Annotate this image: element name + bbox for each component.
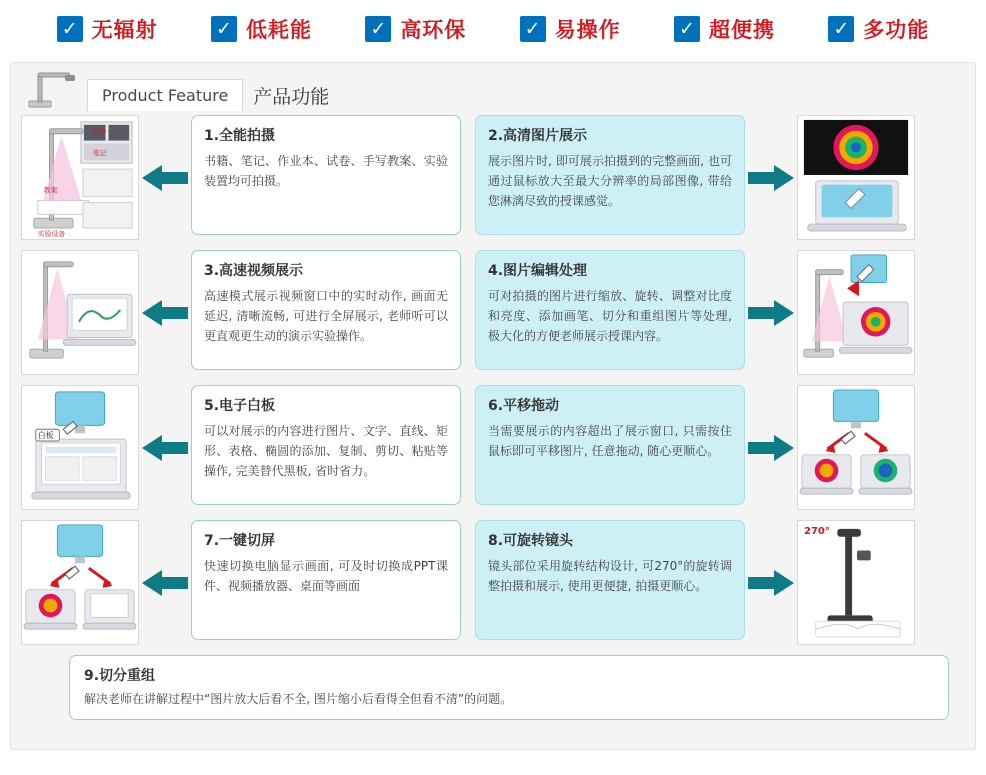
badge-label: 多功能 [863,18,930,42]
feature-body: 展示图片时, 即可展示拍摄到的完整画面, 也可通过鼠标放大至最大分辨率的局部图像, 带给您淋漓尽致的授课感觉。 [488,154,732,208]
svg-text:白板: 白板 [37,431,54,441]
feature-row [21,250,965,375]
thumb-scanner-laptop [21,250,139,375]
feature-row [21,385,965,510]
feature-title: 1.全能拍摄 [204,128,276,144]
check-icon: ✓ [365,16,391,42]
feature-grid [11,115,975,720]
svg-text:教案: 教案 [43,186,58,195]
arrow-left-icon [139,115,191,240]
feature-title: 8.可旋转镜头 [488,533,574,549]
feature-card-6 [475,385,745,505]
check-icon: ✓ [828,16,854,42]
check-icon: ✓ [674,16,700,42]
svg-text:试卷: 试卷 [92,127,107,136]
badge-label: 无辐射 [91,18,158,42]
badge-item [365,14,466,44]
feature-row-bottom [21,655,965,720]
badge-label: 易操作 [554,18,621,42]
arrow-left-icon [139,250,191,375]
badge-item [674,14,775,44]
product-feature-panel [10,62,976,750]
feature-title: 6.平移拖动 [488,398,560,414]
feature-body: 可以对展示的内容进行图片、文字、直线、矩形、表格、椭圆的添加、复制、剪切、粘贴等操作, 完美替代黑板, 省时省力。 [204,424,448,478]
feature-card-2 [475,115,745,235]
badge-item [211,14,312,44]
svg-text:实验设备: 实验设备 [37,229,66,238]
badge-label: 超便携 [708,18,775,42]
feature-title: 4.图片编辑处理 [488,263,588,279]
tab-label: Product Feature [102,86,229,105]
badge-label: 高环保 [400,18,467,42]
page-title: 产品功能 [253,85,330,108]
feature-body: 镜头部位采用旋转结构设计, 可270°的旋转调整拍摄和展示, 使用更便捷, 拍摄更顺心。 [488,559,732,593]
feature-title: 2.高清图片展示 [488,128,588,144]
arrow-right-icon [745,385,797,510]
thumb-rotating-lens [797,520,915,645]
feature-card-9 [69,655,949,720]
feature-title: 5.电子白板 [204,398,276,414]
feature-body: 当需要展示的内容超出了展示窗口, 只需按住鼠标即可平移图片, 任意拖动, 随心更顺心。 [488,424,732,458]
feature-card-1 [191,115,461,235]
arrow-left-icon [139,385,191,510]
thumb-laptop-colorful-image [797,115,915,240]
arrow-right-icon [745,115,797,240]
tab-product-feature[interactable] [87,79,243,111]
feature-card-8 [475,520,745,640]
feature-body: 书籍、笔记、作业本、试卷、手写教案、实验装置均可拍摄。 [204,154,448,188]
check-icon: ✓ [520,16,546,42]
feature-card-3 [191,250,461,370]
feature-title: 9.切分重组 [84,668,156,684]
arrow-right-icon [745,250,797,375]
thumb-rotation-badge: 270° [804,526,830,537]
feature-body: 高速模式展示视频窗口中的实时动作, 画面无延迟, 清晰流畅, 可进行全屏展示, 老师听可以更直观更生动的演示实验操作。 [204,289,448,343]
badge-label: 低耗能 [245,18,312,42]
thumb-document-camera-books [21,115,139,240]
check-icon: ✓ [211,16,237,42]
thumb-pan-drag-monitor [797,385,915,510]
feature-body: 解决老师在讲解过程中“图片放大后看不全, 图片缩小后看得全但看不清”的问题。 [84,692,513,706]
document-camera-icon [27,67,81,111]
feature-badge-bar [0,0,986,54]
feature-card-5 [191,385,461,505]
arrow-left-icon [139,520,191,645]
feature-title: 3.高速视频展示 [204,263,304,279]
thumb-edit-image-scanner [797,250,915,375]
svg-text:笔记: 笔记 [92,149,107,158]
badge-item [828,14,929,44]
feature-row [21,520,965,645]
arrow-right-icon [745,520,797,645]
thumb-switch-screen [21,520,139,645]
badge-item [520,14,621,44]
feature-body: 快速切换电脑显示画面, 可及时切换成PPT课件、视频播放器、桌面等画面 [204,559,448,593]
feature-title: 7.一键切屏 [204,533,276,549]
thumb-whiteboard-monitor [21,385,139,510]
panel-header [11,63,975,115]
feature-card-4 [475,250,745,370]
feature-body: 可对拍摄的图片进行缩放、旋转、调整对比度和亮度、添加画笔、切分和重组图片等处理, 极大化的方便老师展示授课内容。 [488,289,732,343]
check-icon: ✓ [57,16,83,42]
feature-row [21,115,965,240]
feature-card-7 [191,520,461,640]
badge-item [57,14,158,44]
